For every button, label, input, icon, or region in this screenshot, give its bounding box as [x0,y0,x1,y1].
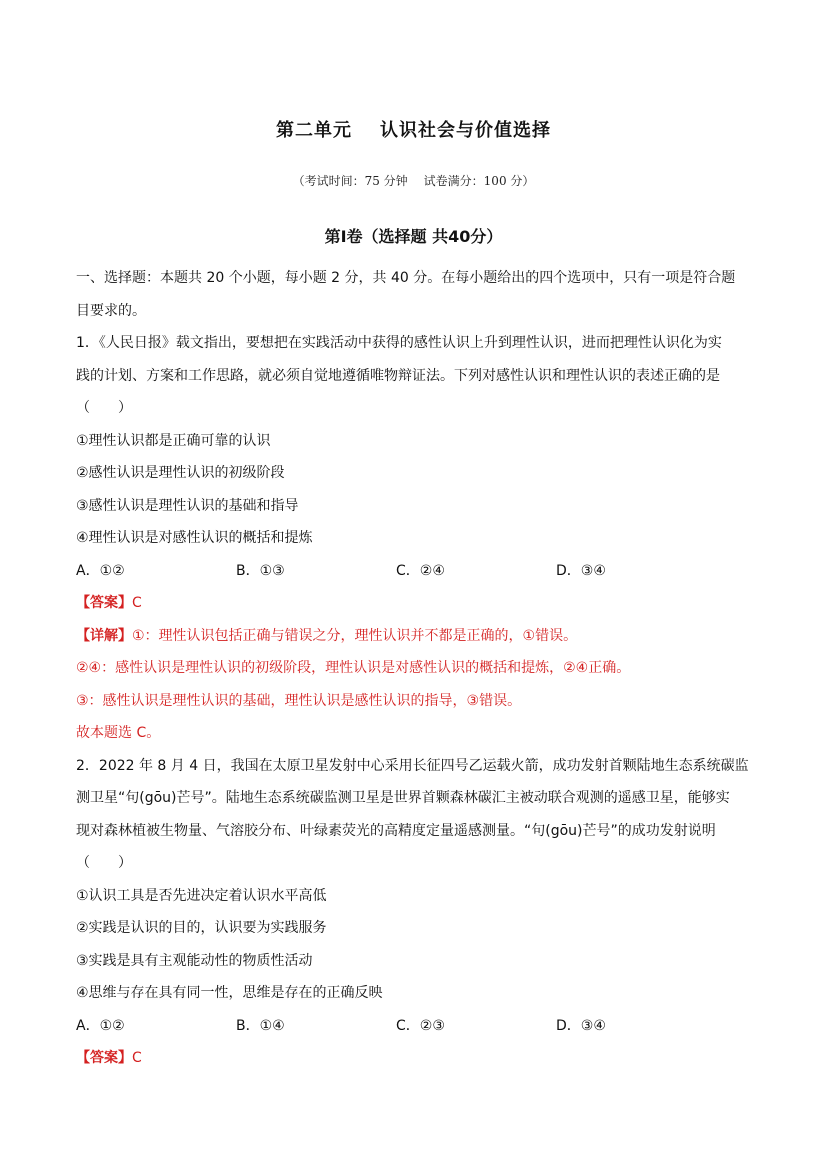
q2-option-a: A．①② [76,1018,125,1034]
q1-detail-line-1 [76,626,577,646]
q2-option-b: B．①④ [236,1018,285,1034]
q1-option-d: D．③④ [556,563,606,579]
q2-answer-value: C [132,1050,142,1066]
q2-stem-line-2: 测卫星“句(gōu)芒号”。陆地生态系统碳监测卫星是世界首颗森林碳汇主被动联合观测的遥感卫星，能够实 [76,790,730,806]
instructions-line-2: 目要求的。 [76,303,146,319]
q1-option-b: B．①③ [236,563,285,579]
q1-conclusion: 故本题选 C。 [76,725,161,741]
exam-score: 试卷满分：100 分） [423,174,535,188]
unit-title [0,116,827,142]
q1-detail-label: 【详解】 [76,628,132,644]
q2-statement-4: ④思维与存在具有同一性，思维是存在的正确反映 [76,985,383,1001]
q2-statement-3: ③实践是具有主观能动性的物质性活动 [76,953,313,969]
q1-stem-line-1: 1．《人民日报》载文指出，要想把在实践活动中获得的感性认识上升到理性认识，进而把理性认识化为实 [76,335,722,351]
q1-stem-line-2: 践的计划、方案和工作思路，就必须自觉地遵循唯物辩证法。下列对感性认识和理性认识的表述正确的是 [76,368,720,384]
exam-time: （考试时间：75 分钟 [292,174,408,188]
instructions-line-1: 一、选择题：本题共 20 个小题，每小题 2 分，共 40 分。在每小题给出的四个选项中，只有一项是符合题 [76,270,736,286]
q2-stem-line-3: 现对森林植被生物量、气溶胶分布、叶绿素荧光的高精度定量遥感测量。“句(gōu)芒号”的成功发射说明 [76,823,716,839]
q2-stem-line-1: 2．2022 年 8 月 4 日，我国在太原卫星发射中心采用长征四号乙运载火箭，成功发射首颗陆地生态系统碳监 [76,758,749,774]
q1-statement-1: ①理性认识都是正确可靠的认识 [76,433,271,449]
q2-stem-line-4: （ ） [76,855,132,871]
q2-statement-1: ①认识工具是否先进决定着认识水平高低 [76,888,327,904]
q1-answer-value: C [132,595,142,611]
exam-info [0,172,827,189]
q2-answer-label: 【答案】 [76,1050,132,1066]
unit-label: 第二单元 [276,120,352,141]
section-title: 第Ⅰ卷（选择题 共40分） [324,227,503,246]
q1-stem-line-3: （ ） [76,400,132,416]
unit-name: 认识社会与价值选择 [380,120,551,141]
q1-detail-line-2: ②④：感性认识是理性认识的初级阶段，理性认识是对感性认识的概括和提炼，②④正确。 [76,660,631,676]
q1-detail-line-3: ③：感性认识是理性认识的基础，理性认识是感性认识的指导，③错误。 [76,693,522,709]
q1-statement-4: ④理性认识是对感性认识的概括和提炼 [76,530,313,546]
q1-statement-2: ②感性认识是理性认识的初级阶段 [76,465,285,481]
q1-answer [76,593,142,613]
q1-statement-3: ③感性认识是理性认识的基础和指导 [76,498,299,514]
q2-option-c: C．②③ [396,1018,445,1034]
q1-option-c: C．②④ [396,563,445,579]
q1-detail-text-1: ①：理性认识包括正确与错误之分，理性认识并不都是正确的，①错误。 [132,628,578,644]
q1-option-a: A．①② [76,563,125,579]
q2-statement-2: ②实践是认识的目的，认识要为实践服务 [76,920,327,936]
q2-answer [76,1048,142,1068]
q2-option-d: D．③④ [556,1018,606,1034]
q1-answer-label: 【答案】 [76,595,132,611]
